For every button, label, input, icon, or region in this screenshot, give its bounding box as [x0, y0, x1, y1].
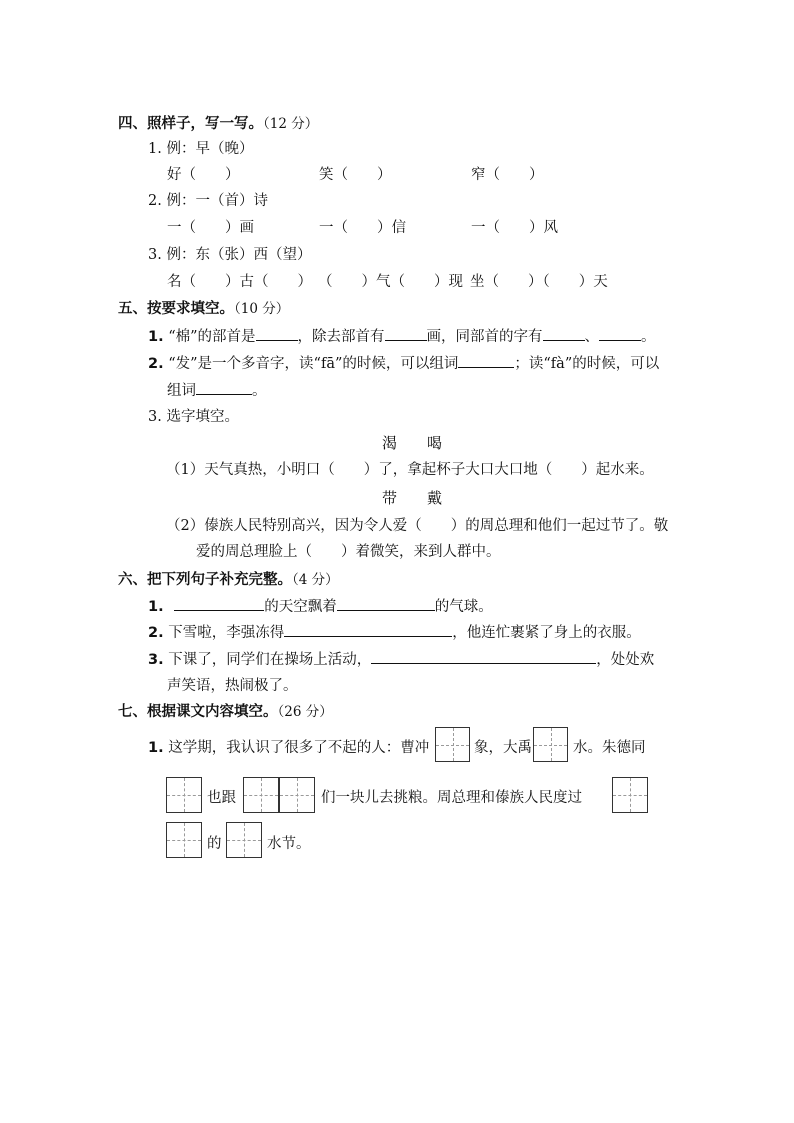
s4-q2-item-2: 一（ ）信 [319, 220, 406, 236]
answer-blank[interactable] [371, 649, 596, 664]
s5-q3-label: 3. 选字填空。 [148, 409, 239, 425]
tianzige-box[interactable] [612, 777, 648, 813]
s7-q1-text-3: 水。朱德同 [573, 740, 646, 756]
section-5-title: 五、按要求填空。（10 分） [118, 301, 290, 317]
tianzige-box[interactable] [166, 822, 202, 858]
answer-blank[interactable] [385, 326, 427, 341]
s7-q1-text-4: 也跟 [207, 790, 236, 806]
tianzige-box[interactable] [279, 777, 315, 813]
s7-q1-text-1: 1. 这学期，我认识了很多了不起的人：曹冲 [148, 740, 430, 756]
section-7-title: 七、根据课文内容填空。（26 分） [118, 704, 333, 720]
s5-q2-line2: 组词 。 [167, 379, 267, 400]
s7-q1-text-2: 象，大禹 [474, 740, 532, 756]
s6-q1: 1. 的天空飘着 的气球。 [148, 595, 493, 616]
answer-blank[interactable] [256, 326, 298, 341]
s5-q2-line1: 2. “发”是一个多音字，读“fā”的时候，可以组词 ；读“fà”的时候，可以 [148, 352, 659, 373]
s7-q1-text-6: 的 [207, 836, 222, 852]
s4-q3-item-2: （ ）气（ ）现 [318, 274, 463, 290]
answer-blank[interactable] [543, 326, 585, 341]
s5-q3-char-pair-2: 带 戴 [382, 489, 443, 507]
answer-blank[interactable] [174, 596, 264, 611]
s6-q3-line2: 声笑语，热闹极了。 [167, 678, 298, 694]
answer-blank[interactable] [337, 596, 435, 611]
s7-q1-text-5: 们一块儿去挑粮。周总理和傣族人民度过 [321, 790, 582, 806]
section-6-title: 六、把下列句子补充完整。（4 分） [118, 572, 339, 588]
tianzige-box[interactable] [226, 822, 262, 858]
s4-q3-item-1: 名（ ）古（ ） [167, 274, 312, 290]
s7-q1-text-7: 水节。 [267, 836, 311, 852]
answer-blank[interactable] [284, 622, 452, 637]
s4-q3-item-3: 坐（ ）（ ）天 [470, 274, 608, 290]
s4-q3-example: 3. 例：东（张）西（望） [148, 247, 312, 263]
s4-q1-item-2: 笑（ ） [319, 167, 392, 183]
s4-q2-item-1: 一（ ）画 [167, 220, 254, 236]
s4-q2-example: 2. 例：一（首）诗 [148, 193, 268, 209]
tianzige-box[interactable] [533, 727, 568, 762]
s4-q2-item-3: 一（ ）风 [471, 220, 558, 236]
tianzige-box[interactable] [166, 777, 202, 813]
s4-q1-item-1: 好（ ） [167, 167, 240, 183]
tianzige-box[interactable] [243, 777, 279, 813]
s5-q3-sentence-2b: 爱的周总理脸上（ ）着微笑，来到人群中。 [196, 544, 501, 560]
answer-blank[interactable] [458, 353, 514, 368]
section-4-title: 四、照样子，写一写。（12 分） [118, 116, 319, 132]
s4-q1-example: 1. 例：早（晚） [148, 141, 254, 157]
s6-q3-line1: 3. 下课了，同学们在操场上活动， ，处处欢 [148, 648, 654, 669]
s6-q2: 2. 下雪啦，李强冻得 ，他连忙裹紧了身上的衣服。 [148, 621, 641, 642]
s5-q3-sentence-2a: （2）傣族人民特别高兴，因为令人爱（ ）的周总理和他们一起过节了。敬 [166, 518, 669, 534]
s5-q1: 1. “棉”的部首是 ，除去部首有 画，同部首的字有 、 。 [148, 325, 656, 346]
tianzige-box[interactable] [435, 727, 470, 762]
s4-q1-item-3: 窄（ ） [471, 167, 544, 183]
s5-q3-char-pair-1: 渴 喝 [382, 434, 443, 452]
s5-q3-sentence-1: （1）天气真热，小明口（ ）了，拿起杯子大口大口地（ ）起水来。 [166, 462, 654, 478]
answer-blank[interactable] [196, 380, 252, 395]
answer-blank[interactable] [599, 326, 641, 341]
